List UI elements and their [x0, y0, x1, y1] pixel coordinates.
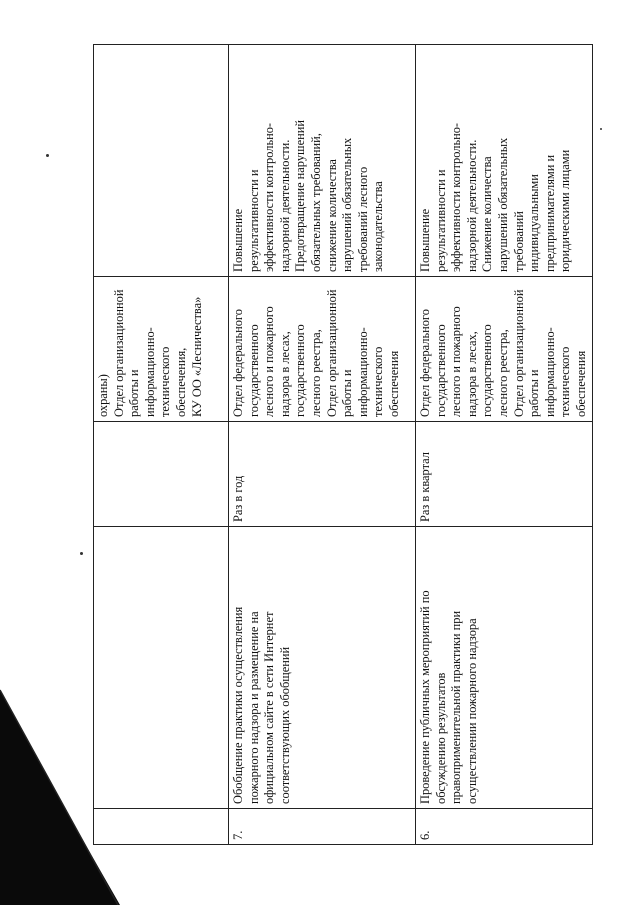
result-cell: Повышение результативности и эффективности контрольно- надзорной деятельности. Предотвращение нарушений обязательных требований, снижение количества нарушений обязательных требований лесного законодательства — [229, 45, 416, 277]
responsible-cell: Отдел федерального государственного лесного и пожарного надзора в лесах, государственного лесного реестра, Отдел организационной работы и информационно- технического обеспечения — [416, 277, 593, 422]
table-row — [416, 45, 593, 845]
event-cell: Проведение публичных мероприятий по обсуждению результатов правоприменительной практики при осуществлении пожарного надзора — [416, 527, 593, 809]
period-cell — [94, 422, 229, 527]
responsible-cell: Отдел федерального государственного лесного и пожарного надзора в лесах, государственного лесного реестра, Отдел организационной работы и информационно- технического обеспечения — [229, 277, 416, 422]
scan-speck — [46, 154, 49, 157]
result-cell — [94, 45, 229, 277]
row-number-cell — [94, 809, 229, 845]
table-row — [94, 45, 229, 845]
responsible-cell: охраны) Отдел организационной работы и информационно- технического обеспечения, КУ ОО «Лесничества» — [94, 277, 229, 422]
rotated-table-wrapper — [93, 45, 588, 845]
scan-speck — [80, 552, 83, 555]
event-cell — [94, 527, 229, 809]
table-row — [229, 45, 416, 845]
result-cell: Повышение результативности и эффективности контрольно- надзорной деятельности. Снижение количества нарушений обязательных требований индивидуальными предпринимателями и юридическими лицами — [416, 45, 593, 277]
period-cell: Раз в квартал — [416, 422, 593, 527]
event-cell: Обобщение практики осуществления пожарного надзора и размещение на официальном сайте в сети Интернет соответствующих обобщений — [229, 527, 416, 809]
row-number-cell: 6. — [416, 809, 593, 845]
plan-table — [93, 44, 593, 845]
row-number-cell: 7. — [229, 809, 416, 845]
scan-speck — [600, 128, 602, 130]
period-cell: Раз в год — [229, 422, 416, 527]
